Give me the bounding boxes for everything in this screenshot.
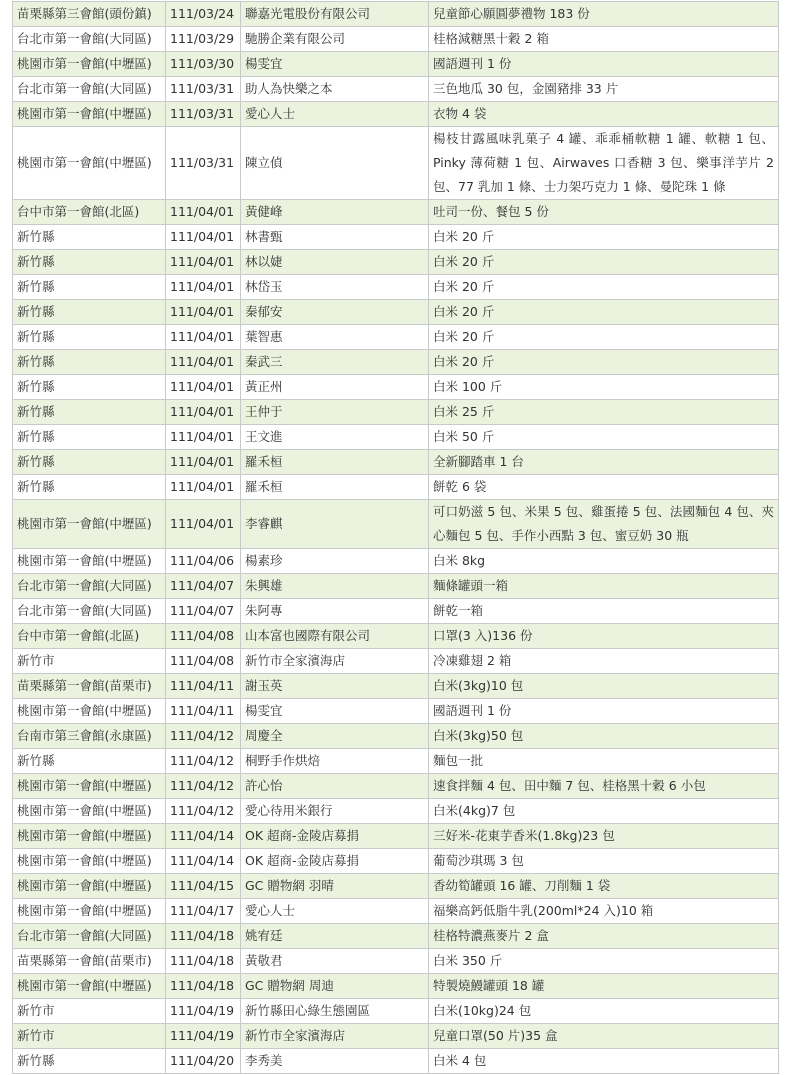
cell-location: 桃園市第一會館(中壢區) (13, 774, 166, 799)
table-row (13, 27, 779, 52)
cell-donor: 馳勝企業有限公司 (241, 27, 429, 52)
cell-donor: 謝玉英 (241, 674, 429, 699)
table-row (13, 300, 779, 325)
cell-items: 葡萄沙琪瑪 3 包 (429, 849, 779, 874)
cell-location: 新竹縣 (13, 375, 166, 400)
cell-items: 兒童口罩(50 片)35 盒 (429, 1024, 779, 1049)
cell-location: 新竹縣 (13, 425, 166, 450)
cell-location: 桃園市第一會館(中壢區) (13, 899, 166, 924)
cell-items: 全新腳踏車 1 台 (429, 450, 779, 475)
cell-donor: 黃正州 (241, 375, 429, 400)
table-row (13, 77, 779, 102)
donation-table (12, 1, 779, 1074)
cell-location: 新竹縣 (13, 749, 166, 774)
table-row (13, 699, 779, 724)
cell-location: 台北市第一會館(大同區) (13, 27, 166, 52)
cell-location: 新竹市 (13, 999, 166, 1024)
cell-date: 111/04/11 (166, 674, 241, 699)
cell-date: 111/04/01 (166, 475, 241, 500)
table-row (13, 949, 779, 974)
cell-date: 111/04/12 (166, 799, 241, 824)
cell-date: 111/04/01 (166, 425, 241, 450)
table-row (13, 350, 779, 375)
table-row (13, 375, 779, 400)
cell-date: 111/04/01 (166, 350, 241, 375)
cell-location: 新竹縣 (13, 350, 166, 375)
cell-date: 111/03/31 (166, 127, 241, 200)
cell-donor: 羅禾桓 (241, 475, 429, 500)
cell-items: 餅乾一箱 (429, 599, 779, 624)
cell-donor: 助人為快樂之本 (241, 77, 429, 102)
cell-location: 新竹縣 (13, 275, 166, 300)
cell-items: 特製燒鰻罐頭 18 罐 (429, 974, 779, 999)
cell-date: 111/04/01 (166, 200, 241, 225)
cell-donor: 葉智惠 (241, 325, 429, 350)
cell-donor: 新竹縣田心綠生態園區 (241, 999, 429, 1024)
table-row (13, 2, 779, 27)
cell-location: 桃園市第一會館(中壢區) (13, 52, 166, 77)
table-row (13, 774, 779, 799)
cell-items: 麵條罐頭一箱 (429, 574, 779, 599)
cell-items: 白米 25 斤 (429, 400, 779, 425)
table-row (13, 674, 779, 699)
table-row (13, 924, 779, 949)
cell-items: 三好米-花東芋香米(1.8kg)23 包 (429, 824, 779, 849)
cell-location: 桃園市第一會館(中壢區) (13, 874, 166, 899)
cell-donor: GC 贈物網 羽晴 (241, 874, 429, 899)
cell-items: 楊枝甘露風味乳菓子 4 罐、乖乖桶軟糖 1 罐、軟糖 1 包、Pinky 薄荷糖 1 包、Airwaves 口香糖 3 包、樂事洋芋片 2 包、77 乳加 1 條、士力架巧克力 1 條、曼陀珠 1 條 (429, 127, 779, 200)
cell-donor: 山本富也國際有限公司 (241, 624, 429, 649)
cell-date: 111/04/19 (166, 1024, 241, 1049)
cell-date: 111/03/24 (166, 2, 241, 27)
cell-date: 111/03/30 (166, 52, 241, 77)
cell-date: 111/03/31 (166, 102, 241, 127)
table-row (13, 849, 779, 874)
table-row (13, 724, 779, 749)
cell-location: 新竹縣 (13, 300, 166, 325)
cell-date: 111/04/12 (166, 774, 241, 799)
table-row (13, 974, 779, 999)
table-row (13, 127, 779, 200)
cell-items: 白米(10kg)24 包 (429, 999, 779, 1024)
cell-donor: OK 超商-金陵店募捐 (241, 824, 429, 849)
cell-items: 速食拌麵 4 包、田中麵 7 包、桂格黑十穀 6 小包 (429, 774, 779, 799)
table-row (13, 624, 779, 649)
cell-date: 111/04/08 (166, 649, 241, 674)
table-row (13, 799, 779, 824)
table-row (13, 250, 779, 275)
cell-date: 111/04/19 (166, 999, 241, 1024)
cell-items: 白米(3kg)10 包 (429, 674, 779, 699)
cell-location: 台北市第一會館(大同區) (13, 599, 166, 624)
cell-location: 台北市第一會館(大同區) (13, 77, 166, 102)
cell-donor: 王仲于 (241, 400, 429, 425)
cell-items: 白米 8kg (429, 549, 779, 574)
cell-date: 111/04/17 (166, 899, 241, 924)
cell-location: 台中市第一會館(北區) (13, 200, 166, 225)
cell-items: 麵包一批 (429, 749, 779, 774)
cell-donor: 愛心人士 (241, 899, 429, 924)
table-row (13, 999, 779, 1024)
table-row (13, 649, 779, 674)
cell-donor: 秦武三 (241, 350, 429, 375)
cell-date: 111/04/12 (166, 749, 241, 774)
cell-date: 111/04/18 (166, 974, 241, 999)
cell-location: 桃園市第一會館(中壢區) (13, 699, 166, 724)
cell-items: 白米 20 斤 (429, 300, 779, 325)
cell-items: 白米 4 包 (429, 1049, 779, 1074)
cell-date: 111/04/15 (166, 874, 241, 899)
cell-items: 白米 50 斤 (429, 425, 779, 450)
cell-donor: 王文進 (241, 425, 429, 450)
cell-date: 111/04/14 (166, 824, 241, 849)
cell-location: 台南市第三會館(永康區) (13, 724, 166, 749)
cell-location: 新竹縣 (13, 225, 166, 250)
cell-items: 香幼筍罐頭 16 罐、刀削麵 1 袋 (429, 874, 779, 899)
cell-donor: 林以婕 (241, 250, 429, 275)
table-row (13, 102, 779, 127)
cell-items: 白米 20 斤 (429, 250, 779, 275)
cell-date: 111/04/01 (166, 400, 241, 425)
cell-location: 台北市第一會館(大同區) (13, 924, 166, 949)
cell-donor: 愛心待用米銀行 (241, 799, 429, 824)
cell-donor: 愛心人士 (241, 102, 429, 127)
cell-donor: OK 超商-金陵店募捐 (241, 849, 429, 874)
cell-donor: 楊素珍 (241, 549, 429, 574)
cell-items: 國語週刊 1 份 (429, 52, 779, 77)
cell-location: 苗栗縣第一會館(苗栗市) (13, 949, 166, 974)
cell-location: 苗栗縣第三會館(頭份鎮) (13, 2, 166, 27)
cell-donor: 李睿麒 (241, 500, 429, 549)
cell-items: 白米 20 斤 (429, 350, 779, 375)
cell-donor: 秦郁安 (241, 300, 429, 325)
cell-date: 111/04/01 (166, 325, 241, 350)
cell-location: 新竹縣 (13, 450, 166, 475)
cell-location: 桃園市第一會館(中壢區) (13, 127, 166, 200)
cell-donor: 許心怡 (241, 774, 429, 799)
cell-donor: 新竹市全家濱海店 (241, 649, 429, 674)
table-row (13, 475, 779, 500)
cell-location: 桃園市第一會館(中壢區) (13, 500, 166, 549)
table-row (13, 225, 779, 250)
cell-date: 111/04/01 (166, 225, 241, 250)
cell-date: 111/04/07 (166, 599, 241, 624)
cell-items: 餅乾 6 袋 (429, 475, 779, 500)
cell-donor: 朱興雄 (241, 574, 429, 599)
cell-date: 111/04/08 (166, 624, 241, 649)
cell-date: 111/04/14 (166, 849, 241, 874)
cell-location: 新竹縣 (13, 1049, 166, 1074)
cell-items: 白米 100 斤 (429, 375, 779, 400)
cell-date: 111/04/18 (166, 949, 241, 974)
cell-location: 新竹市 (13, 1024, 166, 1049)
cell-donor: 林書甄 (241, 225, 429, 250)
cell-date: 111/04/01 (166, 375, 241, 400)
cell-location: 桃園市第一會館(中壢區) (13, 549, 166, 574)
table-row (13, 899, 779, 924)
cell-items: 兒童節心願圓夢禮物 183 份 (429, 2, 779, 27)
cell-date: 111/04/06 (166, 549, 241, 574)
cell-donor: 周慶全 (241, 724, 429, 749)
cell-date: 111/04/01 (166, 300, 241, 325)
table-row (13, 824, 779, 849)
cell-location: 桃園市第一會館(中壢區) (13, 824, 166, 849)
cell-location: 新竹縣 (13, 475, 166, 500)
cell-items: 口罩(3 入)136 份 (429, 624, 779, 649)
cell-location: 桃園市第一會館(中壢區) (13, 102, 166, 127)
table-row (13, 549, 779, 574)
table-row (13, 1024, 779, 1049)
cell-items: 白米(4kg)7 包 (429, 799, 779, 824)
table-row (13, 325, 779, 350)
table-row (13, 500, 779, 549)
cell-items: 國語週刊 1 份 (429, 699, 779, 724)
table-row (13, 52, 779, 77)
cell-location: 新竹市 (13, 649, 166, 674)
cell-location: 桃園市第一會館(中壢區) (13, 799, 166, 824)
cell-items: 可口奶滋 5 包、米果 5 包、雞蛋捲 5 包、法國麵包 4 包、夾心麵包 5 包、手作小西點 3 包、蜜豆奶 30 瓶 (429, 500, 779, 549)
table-row (13, 450, 779, 475)
cell-items: 三色地瓜 30 包，金園豬排 33 片 (429, 77, 779, 102)
cell-date: 111/04/18 (166, 924, 241, 949)
cell-donor: 羅禾桓 (241, 450, 429, 475)
cell-location: 台北市第一會館(大同區) (13, 574, 166, 599)
cell-date: 111/03/31 (166, 77, 241, 102)
cell-location: 苗栗縣第一會館(苗栗市) (13, 674, 166, 699)
donation-table-body (13, 2, 779, 1074)
cell-donor: 陳立偵 (241, 127, 429, 200)
cell-items: 吐司一份、餐包 5 份 (429, 200, 779, 225)
cell-donor: 新竹市全家濱海店 (241, 1024, 429, 1049)
cell-location: 桃園市第一會館(中壢區) (13, 849, 166, 874)
table-row (13, 1049, 779, 1074)
cell-date: 111/04/01 (166, 450, 241, 475)
table-row (13, 200, 779, 225)
table-row (13, 749, 779, 774)
cell-items: 桂格減糖黑十穀 2 箱 (429, 27, 779, 52)
cell-items: 白米 20 斤 (429, 325, 779, 350)
cell-date: 111/04/01 (166, 500, 241, 549)
cell-donor: 姚宥廷 (241, 924, 429, 949)
cell-donor: 楊雯宜 (241, 699, 429, 724)
cell-donor: 楊雯宜 (241, 52, 429, 77)
cell-items: 白米 20 斤 (429, 225, 779, 250)
table-row (13, 425, 779, 450)
cell-donor: 聯嘉光電股份有限公司 (241, 2, 429, 27)
cell-date: 111/04/01 (166, 275, 241, 300)
table-row (13, 400, 779, 425)
cell-donor: 林岱玉 (241, 275, 429, 300)
cell-donor: 黃健峰 (241, 200, 429, 225)
cell-date: 111/03/29 (166, 27, 241, 52)
table-row (13, 574, 779, 599)
cell-location: 新竹縣 (13, 325, 166, 350)
table-row (13, 599, 779, 624)
cell-location: 新竹縣 (13, 400, 166, 425)
cell-items: 福樂高鈣低脂牛乳(200ml*24 入)10 箱 (429, 899, 779, 924)
table-row (13, 874, 779, 899)
cell-location: 桃園市第一會館(中壢區) (13, 974, 166, 999)
table-row (13, 275, 779, 300)
cell-items: 白米 350 斤 (429, 949, 779, 974)
cell-donor: 黃敬君 (241, 949, 429, 974)
cell-date: 111/04/12 (166, 724, 241, 749)
cell-donor: 桐野手作烘焙 (241, 749, 429, 774)
cell-location: 新竹縣 (13, 250, 166, 275)
cell-items: 冷凍雞翅 2 箱 (429, 649, 779, 674)
cell-donor: 李秀美 (241, 1049, 429, 1074)
cell-donor: 朱阿專 (241, 599, 429, 624)
cell-items: 白米 20 斤 (429, 275, 779, 300)
cell-date: 111/04/11 (166, 699, 241, 724)
cell-date: 111/04/20 (166, 1049, 241, 1074)
cell-items: 衣物 4 袋 (429, 102, 779, 127)
cell-items: 桂格特濃燕麥片 2 盒 (429, 924, 779, 949)
cell-date: 111/04/07 (166, 574, 241, 599)
cell-location: 台中市第一會館(北區) (13, 624, 166, 649)
cell-items: 白米(3kg)50 包 (429, 724, 779, 749)
cell-date: 111/04/01 (166, 250, 241, 275)
cell-donor: GC 贈物網 周迪 (241, 974, 429, 999)
